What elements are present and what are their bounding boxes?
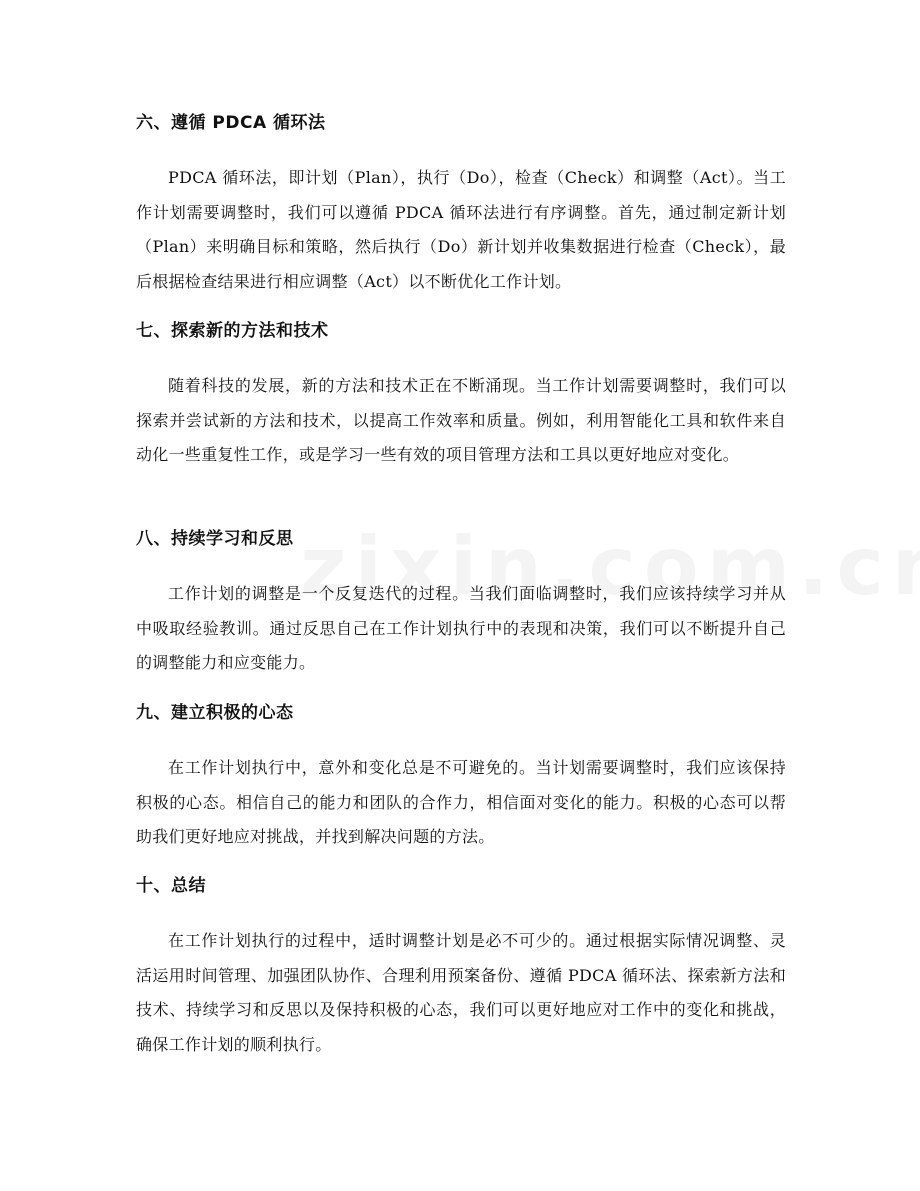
section-9 xyxy=(136,701,786,855)
section-paragraph: 工作计划的调整是一个反复迭代的过程。当我们面临调整时，我们应该持续学习并从中吸取经验教训。通过反思自己在工作计划执行中的表现和决策，我们可以不断提升自己的调整能力和应变能力。 xyxy=(136,584,786,672)
section-paragraph: 随着科技的发展，新的方法和技术正在不断涌现。当工作计划需要调整时，我们可以探索并尝试新的方法和技术，以提高工作效率和质量。例如，利用智能化工具和软件来自动化一些重复性工作，或是学习一些有效的项目管理方法和工具以更好地应对变化。 xyxy=(136,376,786,464)
section-paragraph: PDCA 循环法，即计划（Plan），执行（Do），检查（Check）和调整（Act）。当工作计划需要调整时，我们可以遵循 PDCA 循环法进行有序调整。首先，通过制定新计划（Plan）来明确目标和策略，然后执行（Do）新计划并收集数据进行检查（Check），最后根据检查结果进行相应调整（Act）以不断优化工作计划。 xyxy=(136,168,786,291)
section-paragraph: 在工作计划执行中，意外和变化总是不可避免的。当计划需要调整时，我们应该保持积极的心态。相信自己的能力和团队的合作力，相信面对变化的能力。积极的心态可以帮助我们更好地应对挑战，并找到解决问题的方法。 xyxy=(136,758,786,846)
section-8 xyxy=(136,527,786,681)
section-heading: 八、持续学习和反思 xyxy=(136,529,294,549)
section-heading: 十、总结 xyxy=(136,876,206,896)
section-heading: 九、建立积极的心态 xyxy=(136,703,294,723)
section-7 xyxy=(136,319,786,473)
section-10 xyxy=(136,874,786,1062)
section-heading: 六、遵循 PDCA 循环法 xyxy=(136,113,326,133)
section-heading: 七、探索新的方法和技术 xyxy=(136,321,329,341)
section-6 xyxy=(136,111,786,299)
section-paragraph: 在工作计划执行的过程中，适时调整计划是必不可少的。通过根据实际情况调整、灵活运用时间管理、加强团队协作、合理利用预案备份、遵循 PDCA 循环法、探索新方法和技术、持续学习和反思以及保持积极的心态，我们可以更好地应对工作中的变化和挑战，确保工作计划的顺利执行。 xyxy=(136,931,786,1054)
